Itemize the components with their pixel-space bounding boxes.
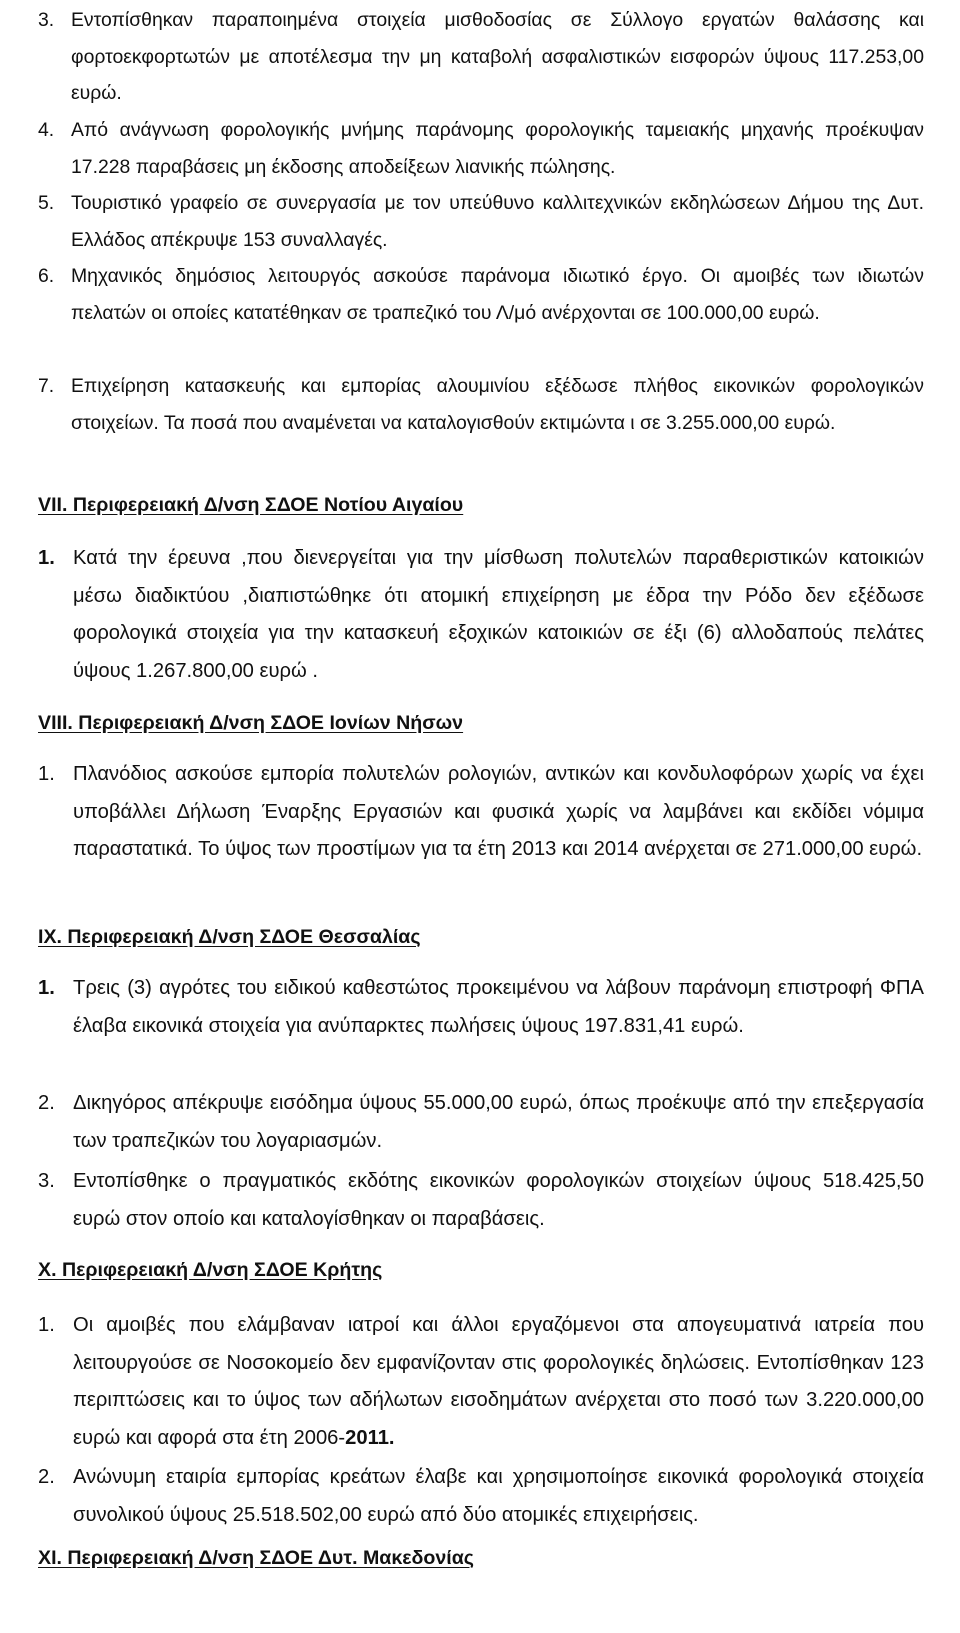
item-number: 1. [38,547,55,569]
list-item [38,1085,924,1163]
item-text-main: Οι αμοιβές που ελάμβαναν ιατροί και άλλοι εργαζόμενοι στα απογευματινά ιατρεία που λειτουργούσε σε Νοσοκομείο δεν εμφανίζονταν στις φορολογικές δηλώσεις. Εντοπίσθηκαν 123 περιπτώσεις και το ύψος των αδήλωτων εισοδημάτων ανέρχεται στο ποσό των 3.220.000,00 ευρώ και αφορά στα έτη 2006- [73,1314,924,1449]
list-item [38,1307,924,1459]
item-text: Επιχείρηση κατασκευής και εμπορίας αλουμινίου εξέδωσε πλήθος εικονικών φορολογικών στοιχείων. Τα ποσά που αναμένεται να καταλογισθούν εκτιμώντα ι σε 3.255.000,00 ευρώ. [71,375,924,434]
item-text: Κατά την έρευνα ,που διενεργείται για την μίσθωση πολυτελών παραθεριστικών κατοικιών μέσω διαδικτύου ,διαπιστώθηκε ότι ατομική επιχείρηση με έδρα την Ρόδο δεν εξέδωσε φορολογικά στοιχεία για την κατασκευή εξοχικών κατοικιών σε έξι (6) αλλοδαπούς πελάτες ύψους 1.267.800,00 ευρώ . [73,547,924,682]
item-text: Από ανάγνωση φορολογικής μνήμης παράνομης φορολογικής ταμειακής μηχανής προέκυψαν 17.228 παραβάσεις μη έκδοσης αποδείξεων λιανικής πώλησης. [71,119,924,178]
item-number: 3. [38,9,55,31]
list-item [38,1163,924,1241]
list-item [38,185,924,258]
item-text-bold: 2011. [345,1426,395,1449]
item-text [73,1307,924,1459]
item-text: Μηχανικός δημόσιος λειτουργός ασκούσε παράνομα ιδιωτικό έργο. Οι αμοιβές των ιδιωτών πελατών οι οποίες κατατέθηκαν σε τραπεζικό του Λ/μό ανέρχονται σε 100.000,00 ευρώ. [71,265,924,324]
list-item [38,540,924,700]
item-number: 1. [38,1314,55,1336]
item-number: 2. [38,1092,55,1114]
item-number: 5. [38,192,55,214]
item-number: 2. [38,1466,55,1488]
list-item [38,2,924,112]
item-text: Εντοπίσθηκαν παραποιημένα στοιχεία μισθοδοσίας σε Σύλλογο εργατών θαλάσσης και φορτοεκφορτωτών με αποτέλεσμα την μη καταβολή ασφαλιστικών εισφορών ύψους 117.253,00 ευρώ. [71,9,924,105]
item-text: Δικηγόρος απέκρυψε εισόδημα ύψους 55.000,00 ευρώ, όπως προέκυψε από την επεξεργασία των τραπεζικών του λογαριασμών. [73,1092,924,1152]
section-heading-ix: IX. Περιφερειακή Δ/νση ΣΔΟΕ Θεσσαλίας [38,926,421,948]
section-heading-viii: VIII. Περιφερειακή Δ/νση ΣΔΟΕ Ιονίων Νήσων [38,712,464,734]
list-item [38,112,924,185]
list-item [38,756,924,916]
section-heading-vii: VII. Περιφερειακή Δ/νση ΣΔΟΕ Νοτίου Αιγαίου [38,494,464,516]
list-item [38,258,924,368]
item-text: Ανώνυμη εταιρία εμπορίας κρεάτων έλαβε και χρησιμοποίησε εικονικά φορολογικά στοιχεία συνολικού ύψους 25.518.502,00 ευρώ από δύο ατομικές επιχειρήσεις. [73,1466,924,1526]
item-text: Τουριστικό γραφείο σε συνεργασία με τον υπεύθυνο καλλιτεχνικών εκδηλώσεων Δήμου της Δυτ. Ελλάδος απέκρυψε 153 συναλλαγές. [71,192,924,251]
item-number: 6. [38,265,55,287]
item-number: 4. [38,119,55,141]
list-item [38,970,924,1085]
item-number: 1. [38,977,55,999]
item-number: 7. [38,375,55,397]
item-text: Τρεις (3) αγρότες του ειδικού καθεστώτος προκειμένου να λάβουν παράνομη επιστροφή ΦΠΑ έλαβα εικονικά στοιχεία για ανύπαρκτες πωλήσεις ύψους 197.831,41 ευρώ. [73,977,924,1037]
item-number: 3. [38,1170,55,1192]
section-heading-xi: XI. Περιφερειακή Δ/νση ΣΔΟΕ Δυτ. Μακεδονίας [38,1547,474,1569]
item-text: Πλανόδιος ασκούσε εμπορία πολυτελών ρολογιών, αντικών και κονδυλοφόρων χωρίς να έχει υποβάλλει Δήλωση Έναρξης Εργασιών και φυσικά χωρίς να λαμβάνει και εκδίδει νόμιμα παραστατικά. Το ύψος των προστίμων για τα έτη 2013 και 2014 ανέρχεται σε 271.000,00 ευρώ. [73,763,924,861]
item-text: Εντοπίσθηκε ο πραγματικός εκδότης εικονικών φορολογικών στοιχείων ύψους 518.425,50 ευρώ στον οποίο και καταλογίσθηκαν οι παραβάσεις. [73,1170,924,1230]
list-item [38,368,924,478]
section-heading-x: X. Περιφερειακή Δ/νση ΣΔΟΕ Κρήτης [38,1259,383,1281]
item-number: 1. [38,763,55,785]
list-item [38,1459,924,1537]
